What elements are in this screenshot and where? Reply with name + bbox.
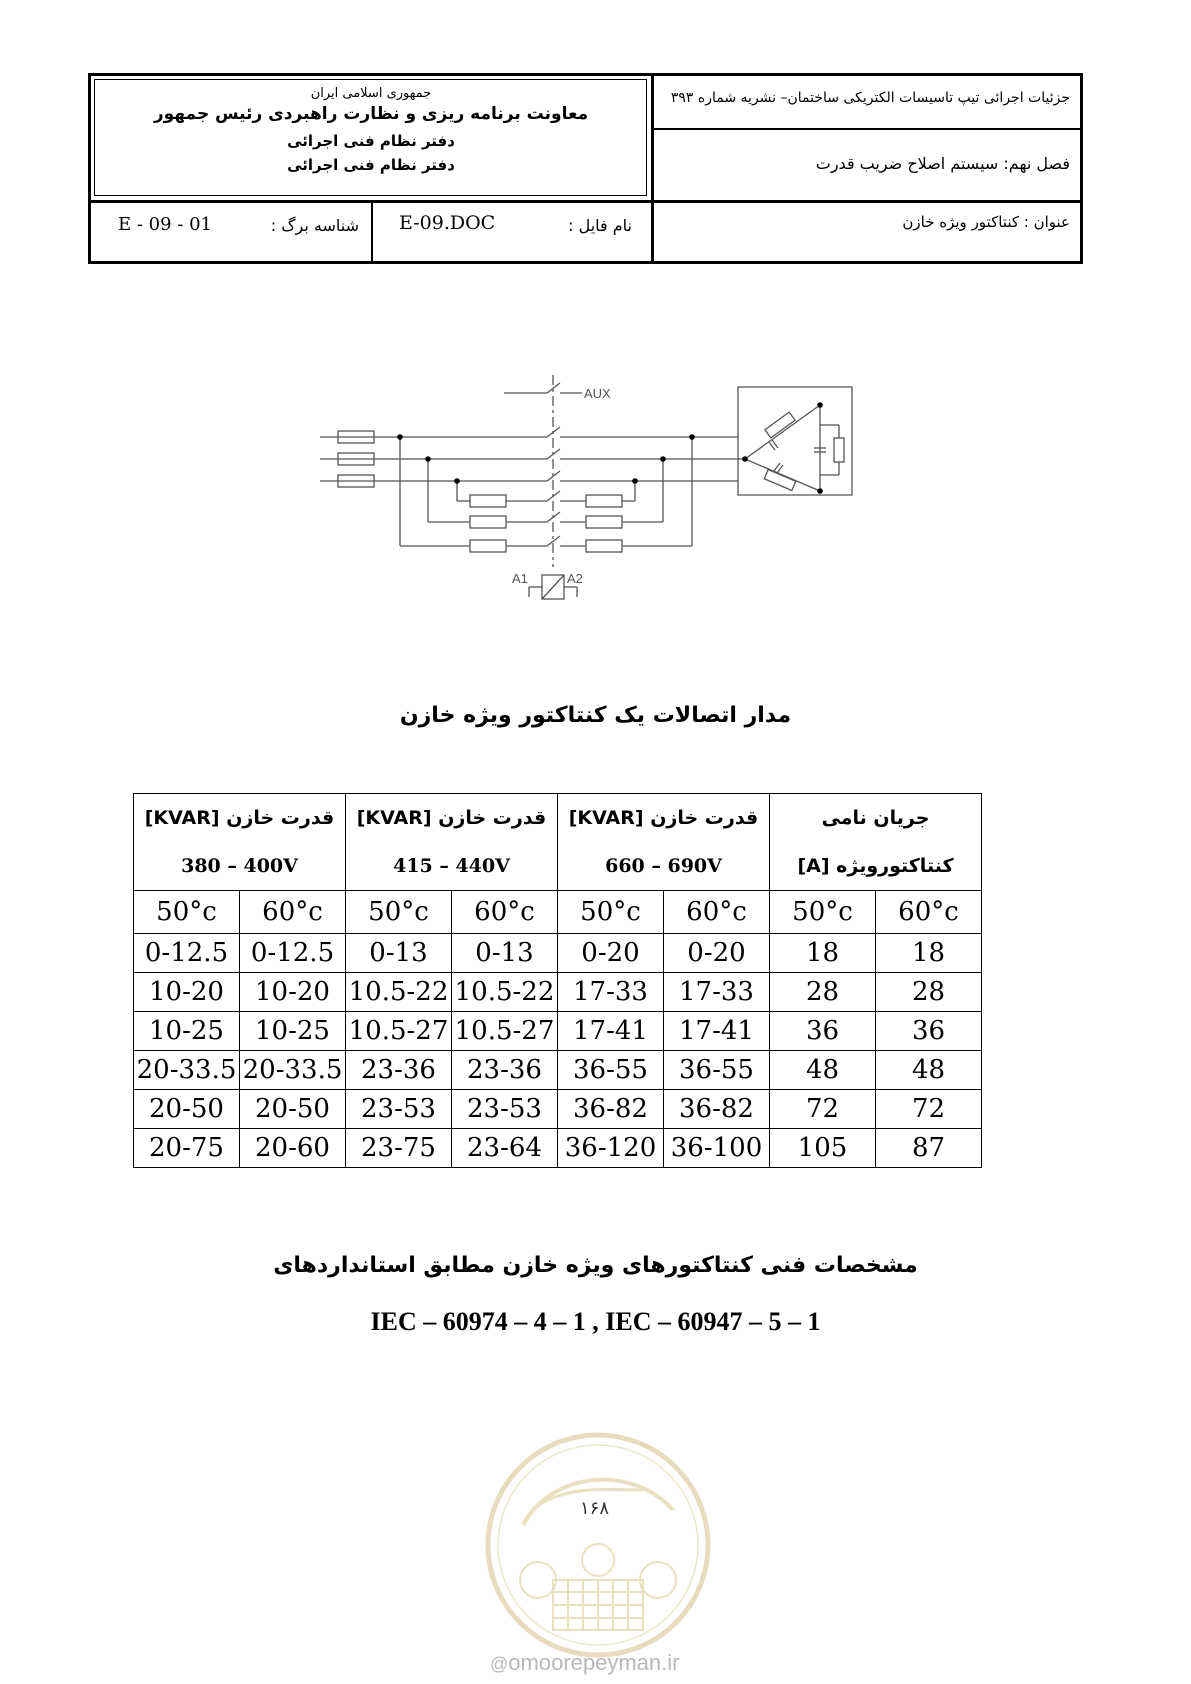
group-subtitle: 660 – 690V <box>605 855 722 877</box>
table-row <box>134 1012 982 1051</box>
org-line-1: جمهوری اسلامی ایران <box>310 86 432 101</box>
contactor-circuit-diagram <box>320 375 920 655</box>
table-cell: 18 <box>770 934 876 973</box>
group-header-1 <box>134 794 346 891</box>
file-label: نام فایل : <box>568 216 632 235</box>
table-cell: 48 <box>770 1051 876 1090</box>
table-cell: 87 <box>876 1129 982 1168</box>
group-title: جریان نامی <box>821 807 930 829</box>
group-header-4 <box>770 794 982 891</box>
table-row <box>134 1051 982 1090</box>
group-title: قدرت خازن [KVAR] <box>144 807 335 829</box>
header-frame <box>88 73 1083 264</box>
spec-table <box>133 793 982 1168</box>
table-cell: 10.5-22 <box>452 973 558 1012</box>
junction-dots <box>397 402 823 494</box>
table-cell: 48 <box>876 1051 982 1090</box>
publisher-seal-logo <box>483 1430 713 1660</box>
header-divider-right <box>654 128 1080 130</box>
group-header-2 <box>346 794 558 891</box>
header-divider-bottom <box>371 203 373 261</box>
table-cell: 0-12.5 <box>134 934 240 973</box>
table-cell: 36-120 <box>558 1129 664 1168</box>
table-cell: 17-41 <box>558 1012 664 1051</box>
temp-cell: 60°c <box>664 891 770 934</box>
table-caption: مشخصات فنی کنتاکتورهای ویژه خازن مطابق استانداردهای <box>273 1253 918 1278</box>
table-cell: 28 <box>770 973 876 1012</box>
table-cell: 0-20 <box>558 934 664 973</box>
table-cell: 36-55 <box>558 1051 664 1090</box>
table-cell: 23-53 <box>452 1090 558 1129</box>
resistor-right-1 <box>586 495 622 507</box>
table-row <box>134 973 982 1012</box>
group-subtitle: 415 – 440V <box>393 855 510 877</box>
temperature-row <box>134 891 982 934</box>
discharge-resistor-3 <box>834 438 844 462</box>
group-subtitle: کنتاکتورویژه [A] <box>797 855 954 877</box>
table-cell: 105 <box>770 1129 876 1168</box>
a1-label: A1 <box>512 571 528 586</box>
file-value: E-09.DOC <box>399 212 496 234</box>
delta-side-top <box>745 405 820 459</box>
table-cell: 0-12.5 <box>240 934 346 973</box>
header-divider-horizontal <box>91 200 1080 203</box>
table-row <box>134 1090 982 1129</box>
page-number: ۱۶۸ <box>580 1498 610 1519</box>
table-cell: 36-100 <box>664 1129 770 1168</box>
a2-label: A2 <box>567 571 583 586</box>
table-cell: 23-75 <box>346 1129 452 1168</box>
table-cell: 10.5-27 <box>452 1012 558 1051</box>
group-header-3 <box>558 794 770 891</box>
diagram-caption: مدار اتصالات یک کنتاکتور ویژه خازن <box>399 703 792 728</box>
table-cell: 20-50 <box>134 1090 240 1129</box>
table-cell: 23-36 <box>346 1051 452 1090</box>
table-row <box>134 934 982 973</box>
org-line-4: دفتر نظام فنی اجرائی <box>287 156 455 174</box>
table-cell: 28 <box>876 973 982 1012</box>
resistor-right-2 <box>586 516 622 528</box>
temp-cell: 50°c <box>134 891 240 934</box>
group-title: قدرت خازن [KVAR] <box>568 807 759 829</box>
table-cell: 0-13 <box>452 934 558 973</box>
temp-cell: 60°c <box>240 891 346 934</box>
table-cell: 0-13 <box>346 934 452 973</box>
table-cell: 10-20 <box>240 973 346 1012</box>
temp-cell: 60°c <box>452 891 558 934</box>
table-row <box>134 1129 982 1168</box>
table-cell: 10-25 <box>240 1012 346 1051</box>
publication-title: جزئیات اجرائی تیپ تاسیسات الکتریکی ساختمان– نشریه شماره ۳۹۳ <box>670 90 1070 106</box>
table-cell: 23-64 <box>452 1129 558 1168</box>
table-cell: 72 <box>876 1090 982 1129</box>
table-cell: 23-53 <box>346 1090 452 1129</box>
table-header-row <box>134 794 982 891</box>
website-text: omoorepeyman.ir <box>508 1650 680 1675</box>
website-watermark <box>490 1650 679 1676</box>
table-cell: 36-82 <box>664 1090 770 1129</box>
chapter-title: فصل نهم: سیستم اصلاح ضریب قدرت <box>815 154 1070 173</box>
table-cell: 36-82 <box>558 1090 664 1129</box>
table-cell: 36 <box>876 1012 982 1051</box>
sheet-id-label: شناسه برگ : <box>270 216 359 235</box>
temp-cell: 50°c <box>346 891 452 934</box>
table-cell: 36 <box>770 1012 876 1051</box>
table-cell: 72 <box>770 1090 876 1129</box>
org-line-2: معاونت برنامه ریزی و نظارت راهبردی رئیس جمهور <box>153 104 589 124</box>
sheet-id-value: E - 09 - 01 <box>118 214 212 235</box>
org-block <box>91 86 651 196</box>
group-title: قدرت خازن [KVAR] <box>356 807 547 829</box>
temp-cell: 50°c <box>770 891 876 934</box>
org-line-3: دفتر نظام فنی اجرائی <box>287 132 455 150</box>
header-divider-vertical <box>651 76 654 261</box>
resistor-left-3 <box>470 540 506 552</box>
table-cell: 10.5-22 <box>346 973 452 1012</box>
table-cell: 20-60 <box>240 1129 346 1168</box>
table-cell: 20-33.5 <box>240 1051 346 1090</box>
table-cell: 0-20 <box>664 934 770 973</box>
resistor-left-1 <box>470 495 506 507</box>
table-cell: 36-55 <box>664 1051 770 1090</box>
standards-line: IEC – 60974 – 4 – 1 , IEC – 60947 – 5 – 1 <box>370 1307 821 1336</box>
table-cell: 17-33 <box>558 973 664 1012</box>
temp-cell: 60°c <box>876 891 982 934</box>
table-cell: 17-41 <box>664 1012 770 1051</box>
table-cell: 23-36 <box>452 1051 558 1090</box>
resistor-right-3 <box>586 540 622 552</box>
temp-cell: 50°c <box>558 891 664 934</box>
sheet-title: عنوان : کنتاکتور ویژه خازن <box>902 213 1070 231</box>
table-cell: 10.5-27 <box>346 1012 452 1051</box>
aux-label: AUX <box>584 386 611 401</box>
capacitor-bank-box <box>738 387 852 495</box>
table-cell: 10-25 <box>134 1012 240 1051</box>
table-cell: 18 <box>876 934 982 973</box>
at-icon: @ <box>490 1654 509 1674</box>
discharge-resistor-2 <box>764 470 796 491</box>
resistor-left-2 <box>470 516 506 528</box>
table-cell: 10-20 <box>134 973 240 1012</box>
table-cell: 17-33 <box>664 973 770 1012</box>
table-cell: 20-50 <box>240 1090 346 1129</box>
coil-diagonal <box>542 575 564 599</box>
group-subtitle: 380 – 400V <box>181 855 298 877</box>
table-cell: 20-33.5 <box>134 1051 240 1090</box>
table-cell: 20-75 <box>134 1129 240 1168</box>
